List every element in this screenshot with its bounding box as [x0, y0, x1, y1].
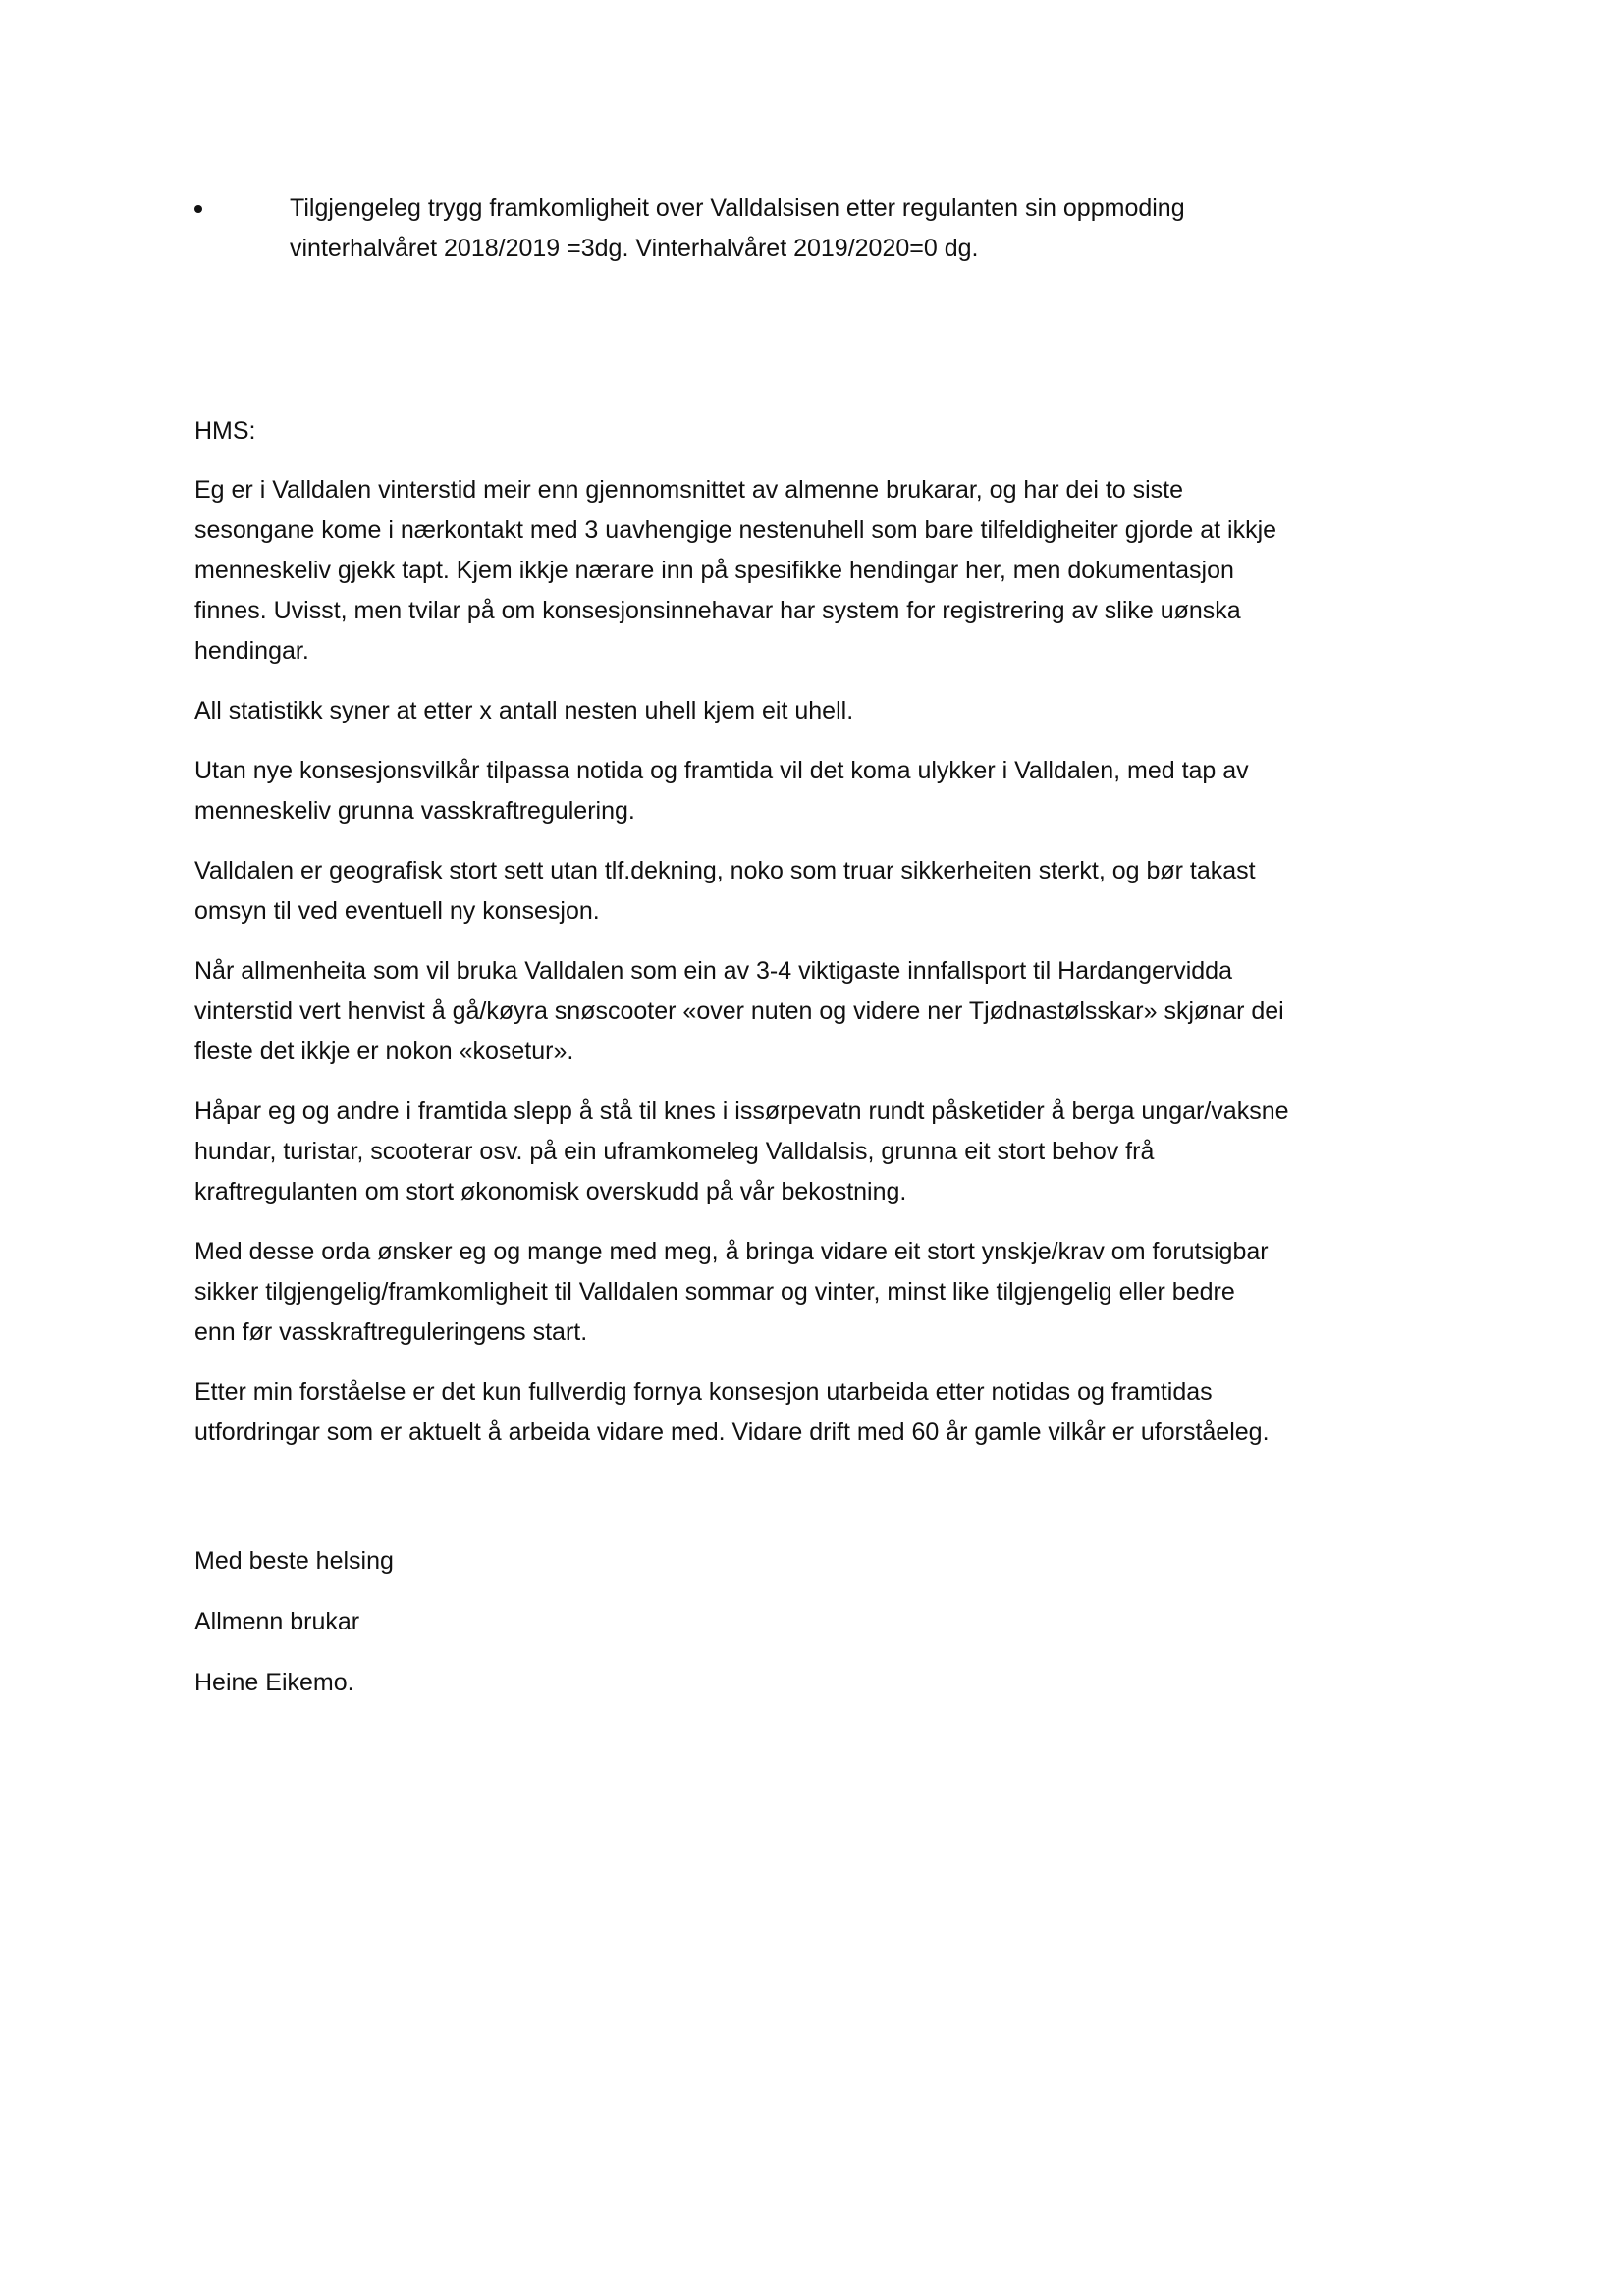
- bullet-text: [290, 188, 1185, 269]
- paragraph-hope: [194, 1092, 1471, 1212]
- paragraph-line: sikker tilgjengelig/framkomligheit til Valldalen sommar og vinter, minst like tilgjengelig eller bedre: [194, 1278, 1235, 1306]
- paragraph-line: Utan nye konsesjonsvilkår tilpassa notida og framtida vil det koma ulykker i Valldalen, med tap av: [194, 757, 1249, 784]
- paragraph-line: Når allmenheita som vil bruka Valldalen som ein av 3-4 viktigaste innfallsport til Hardangervidda: [194, 957, 1232, 985]
- bullet-line: Tilgjengeleg trygg framkomligheit over Valldalsisen etter regulanten sin oppmoding: [290, 194, 1185, 222]
- paragraph-line: omsyn til ved eventuell ny konsesjon.: [194, 897, 600, 925]
- paragraph-demand: [194, 1232, 1471, 1353]
- paragraph-line: enn før vasskraftreguleringens start.: [194, 1318, 588, 1346]
- paragraph-line: menneskeliv grunna vasskraftregulering.: [194, 797, 635, 825]
- paragraph-line: vinterstid vert henvist å gå/køyra snøscooter «over nuten og videre ner Tjødnastølsskar» skjønar dei: [194, 997, 1284, 1025]
- paragraph-line: Med desse orda ønsker eg og mange med meg, å bringa vidare eit stort ynskje/krav om forutsigbar: [194, 1238, 1269, 1265]
- paragraph-line: Håpar eg og andre i framtida slepp å stå til knes i issørpevatn rundt påsketider å berga ungar/vaksne: [194, 1097, 1289, 1125]
- paragraph-statistics: [194, 691, 1471, 731]
- signature-name: Heine Eikemo.: [194, 1669, 354, 1696]
- paragraph-line: Etter min forståelse er det kun fullverdig fornya konsesjon utarbeida etter notidas og framtidas: [194, 1378, 1213, 1406]
- paragraph-line: utfordringar som er aktuelt å arbeida vidare med. Vidare drift med 60 år gamle vilkår er uforståeleg.: [194, 1418, 1270, 1446]
- closing-greeting: Med beste helsing: [194, 1547, 394, 1575]
- closing-signature: [194, 1541, 394, 1724]
- closing-role: Allmenn brukar: [194, 1608, 360, 1635]
- paragraph-line: fleste det ikkje er nokon «kosetur».: [194, 1038, 574, 1065]
- bullet-line: vinterhalvåret 2018/2019 =3dg. Vinterhalvåret 2019/2020=0 dg.: [290, 235, 979, 262]
- paragraph-line: Valldalen er geografisk stort sett utan tlf.dekning, noko som truar sikkerheiten sterkt, og bør takast: [194, 857, 1256, 884]
- paragraph-line: All statistikk syner at etter x antall nesten uhell kjem eit uhell.: [194, 697, 854, 724]
- paragraph-phone-coverage: [194, 851, 1471, 932]
- paragraph-line: hundar, turistar, scooterar osv. på ein uframkomeleg Valldalsis, grunna eit stort behov frå: [194, 1138, 1155, 1165]
- paragraph-line: Eg er i Valldalen vinterstid meir enn gjennomsnittet av almenne brukarar, og har dei to siste: [194, 476, 1184, 504]
- body-text: [194, 470, 1471, 1472]
- paragraph-new-conditions: [194, 751, 1471, 831]
- paragraph-line: sesongane kome i nærkontakt med 3 uavhengige nestenuhell som bare tilfeldigheiter gjorde at ikkje: [194, 516, 1277, 544]
- paragraph-line: finnes. Uvisst, men tvilar på om konsesjonsinnehavar har system for registrering av slike uønska: [194, 597, 1241, 624]
- paragraph-line: kraftregulanten om stort økonomisk overskudd på vår bekostning.: [194, 1178, 907, 1205]
- paragraph-conclusion: [194, 1372, 1471, 1453]
- paragraph-line: hendingar.: [194, 637, 309, 665]
- paragraph-access-route: [194, 951, 1471, 1072]
- bullet-icon: [194, 205, 202, 213]
- paragraph-hms-incidents: [194, 470, 1471, 671]
- paragraph-line: menneskeliv gjekk tapt. Kjem ikkje nærare inn på spesifikke hendingar her, men dokumentasjon: [194, 557, 1234, 584]
- section-heading: HMS:: [194, 417, 256, 445]
